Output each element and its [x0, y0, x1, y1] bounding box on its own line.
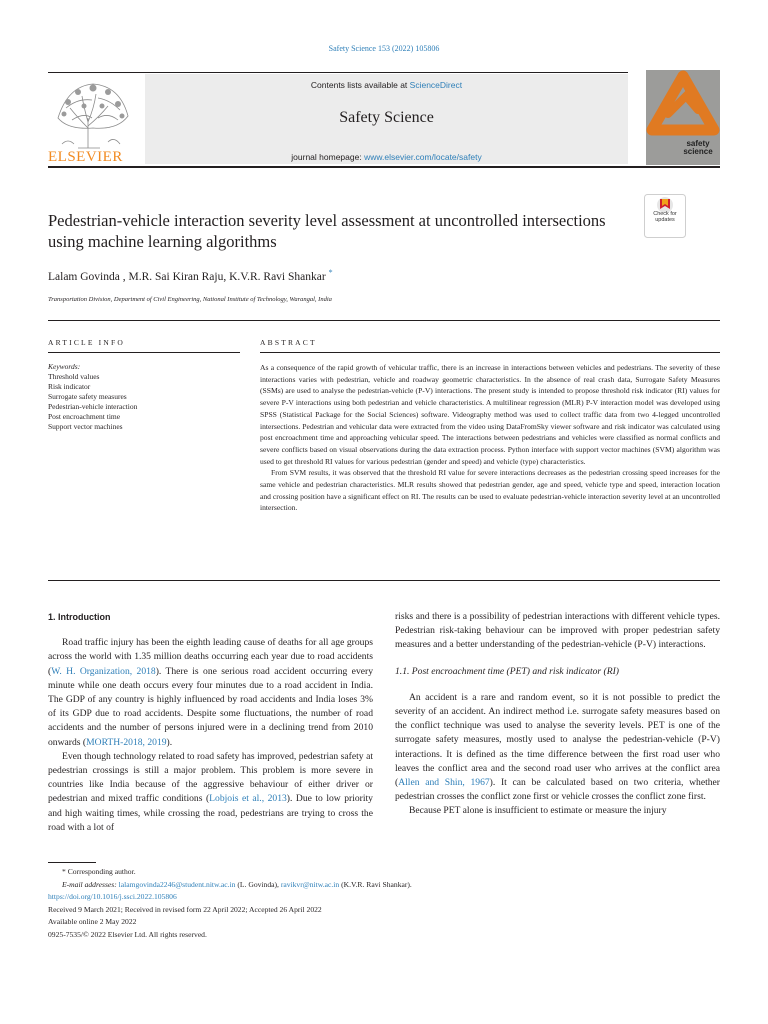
abstract-body: [260, 362, 720, 514]
keyword-item: Pedestrian-vehicle interaction: [48, 402, 138, 411]
svg-text:science: science: [683, 147, 713, 156]
author-names: Lalam Govinda , M.R. Sai Kiran Raju, K.V.R. Ravi Shankar: [48, 270, 326, 283]
keywords-list: [48, 362, 240, 432]
article-info-heading: ARTICLE INFO: [48, 338, 125, 347]
article-info-rule: [48, 352, 240, 353]
body-paragraph: Even though technology related to road safety has improved, pedestrian safety at pedestrian crossings is still a major problem. This problem is more severe in countries like India because of the aggressive behaviour of either driver or pedestrian and mixed traffic conditions (Lobjois et al., 2013). Due to low priority and high waiting times, while crossing the road, pedestrians are trying to cross the road with a lot of: [48, 750, 373, 833]
keyword-item: Support vector machines: [48, 422, 123, 431]
keyword-item: Threshold values: [48, 372, 100, 381]
front-matter-rule: [48, 580, 720, 581]
footnote-block: [48, 866, 720, 941]
keyword-item: Post encroachment time: [48, 412, 121, 421]
sciencedirect-link[interactable]: ScienceDirect: [409, 80, 463, 90]
body-paragraph: Road traffic injury has been the eighth leading cause of deaths for all age groups across the world with 1.35 million deaths occurring each year due to road accidents (W. H. Organization, 2018). There is one serious road accident occurring every minute while one death occurs every four minutes due to a road accident in India. The GDP of any country is highly influenced by road accidents and India loses 3% of its GDP due to road accidents. Despite some fluctuations, the number of road accidents and the number of persons injured were in a declining trend from 2010 onwards (MORTH-2018, 2019).: [48, 637, 373, 748]
email-link[interactable]: ravikvr@nitw.ac.in: [280, 879, 340, 889]
body-paragraph: An accident is a rare and random event, so it is not possible to predict the severity of an accident. An indirect method i.e. surrogate safety measures based on the conflict technique was used to analyse the severity levels. PET is one of the surrogate safety measures, mostly used to analyse the pedestrian-vehicle (P-V) interactions. It is defined as the time difference between the first road user who leaves the conflict area and the second road user who arrives at the conflict area (Allen and Shin, 1967). It can be calculated based on two criteria, whether pedestrian crosses the conflict zone first or vehicle crosses the conflict zone first.: [395, 691, 720, 803]
email-link[interactable]: lalamgovinda2246@student.nitw.ac.in: [118, 879, 236, 889]
abstract-heading: ABSTRACT: [260, 338, 317, 347]
abstract-paragraph: As a consequence of the rapid growth of vehicular traffic, there is an increase in interactions between vehicles and pedestrians. The severity of these interactions varies with pedestrian, vehicle and roadway geometric characteristics. In the absence of real crash data, Surrogate Safety Measures (SSMs) are used to analyse the pedestrian-vehicle (P-V) interactions. The present study is intended to propose threshold risk indicator (RI) values for severe P-V interactions using both pedestrian and vehicle characteristics. A multilinear regression (MLR) P-V interaction model was developed using SPSS (Statistical Package for the Social Sciences) software. Videography method was used to collect traffic data from two 4-legged uncontrolled intersections. Pedestrian and vehicular data were extracted from the video using DataFromSky viewer software and risk indicator was calculated using post encroachment time and approaching vehicular speed. The interactions between pedestrians and vehicles were classified as normal conflicts and severe conflicts based on visual observations during the data extraction process. Python interface with support vector machines (SVM) algorithm was used to get threshold RI values for various pedestrian (gender and speed) and vehicle (type) characteristics.: [260, 363, 720, 466]
citation-link[interactable]: W. H. Organization, 2018: [51, 665, 156, 677]
header-rule: [48, 72, 628, 73]
copyright-line: 0925-7535/© 2022 Elsevier Ltd. All rights reserved.: [48, 929, 207, 939]
journal-cover-image: [646, 70, 720, 165]
citation-link[interactable]: MORTH-2018, 2019: [86, 736, 167, 748]
abstract-paragraph: From SVM results, it was observed that the threshold RI value for severe interactions decreases as the pedestrian crossing speed increases for the same vehicle and pedestrian characteristics. MLR results showed that pedestrian gender, age and speed, vehicle type and speed, interaction location and crossing position have a significant effect on RI. The results can be used to evaluate pedestrian-vehicle interaction severity level at an uncontrolled intersection.: [260, 468, 720, 513]
citation-link[interactable]: Lobjois et al., 2013: [209, 793, 287, 805]
keywords-label: Keywords:: [48, 362, 81, 371]
cover-title: safety: [686, 139, 710, 148]
journal-homepage-link[interactable]: www.elsevier.com/locate/safety: [364, 152, 482, 162]
masthead-rule: [48, 166, 720, 168]
check-for-updates-label: Check for updates: [653, 211, 677, 223]
footnote-rule: [48, 862, 96, 863]
homepage-prefix: journal homepage:: [291, 152, 365, 162]
email-addresses: E-mail addresses: lalamgovinda2246@student.nitw.ac.in (L. Govinda), ravikvr@nitw.ac.in (K.V.R. Ravi Shankar).: [62, 879, 412, 889]
corresponding-author-note: * Corresponding author.: [62, 867, 136, 876]
keyword-item: Risk indicator: [48, 382, 91, 391]
keyword-item: Surrogate safety measures: [48, 392, 127, 401]
body-paragraph: risks and there is a possibility of pedestrian interactions with different vehicle types. Pedestrian risk-taking behaviour can be improved with proper pedestrian safety measures and a better understanding of the pedestrian-vehicle (P-V) interactions.: [395, 611, 720, 651]
author-affiliation: Transportation Division, Department of Civil Engineering, National Institute of Technology, Warangal, India: [48, 296, 332, 303]
doi-link[interactable]: https://doi.org/10.1016/j.ssci.2022.105806: [48, 892, 177, 901]
publisher-wordmark: ELSEVIER: [48, 149, 123, 165]
journal-name: Safety Science: [339, 109, 434, 126]
body-left-column: [48, 610, 373, 835]
received-dates: Received 9 March 2021; Received in revised form 22 April 2022; Accepted 26 April 2022: [48, 904, 322, 914]
available-online-date: Available online 2 May 2022: [48, 917, 137, 926]
contents-prefix: Contents lists available at: [310, 80, 410, 90]
contents-available-line: [145, 80, 628, 90]
journal-reference[interactable]: Safety Science 153 (2022) 105806: [328, 44, 440, 53]
journal-homepage-line: [145, 152, 628, 162]
abstract-rule: [260, 352, 720, 353]
author-list: [48, 268, 333, 283]
corresponding-author-marker[interactable]: *: [328, 268, 333, 277]
body-paragraph: Because PET alone is insufficient to estimate or measure the injury: [409, 805, 667, 817]
citation-link[interactable]: Allen and Shin, 1967: [398, 777, 490, 789]
article-title: Pedestrian-vehicle interaction severity level assessment at uncontrolled intersections using machine learning algorithms: [48, 211, 606, 251]
section-heading-introduction: 1. Introduction: [48, 612, 111, 622]
affiliation-rule: [48, 320, 720, 321]
subsection-heading-pet: 1.1. Post encroachment time (PET) and risk indicator (RI): [395, 665, 619, 677]
body-right-column: [395, 610, 720, 819]
